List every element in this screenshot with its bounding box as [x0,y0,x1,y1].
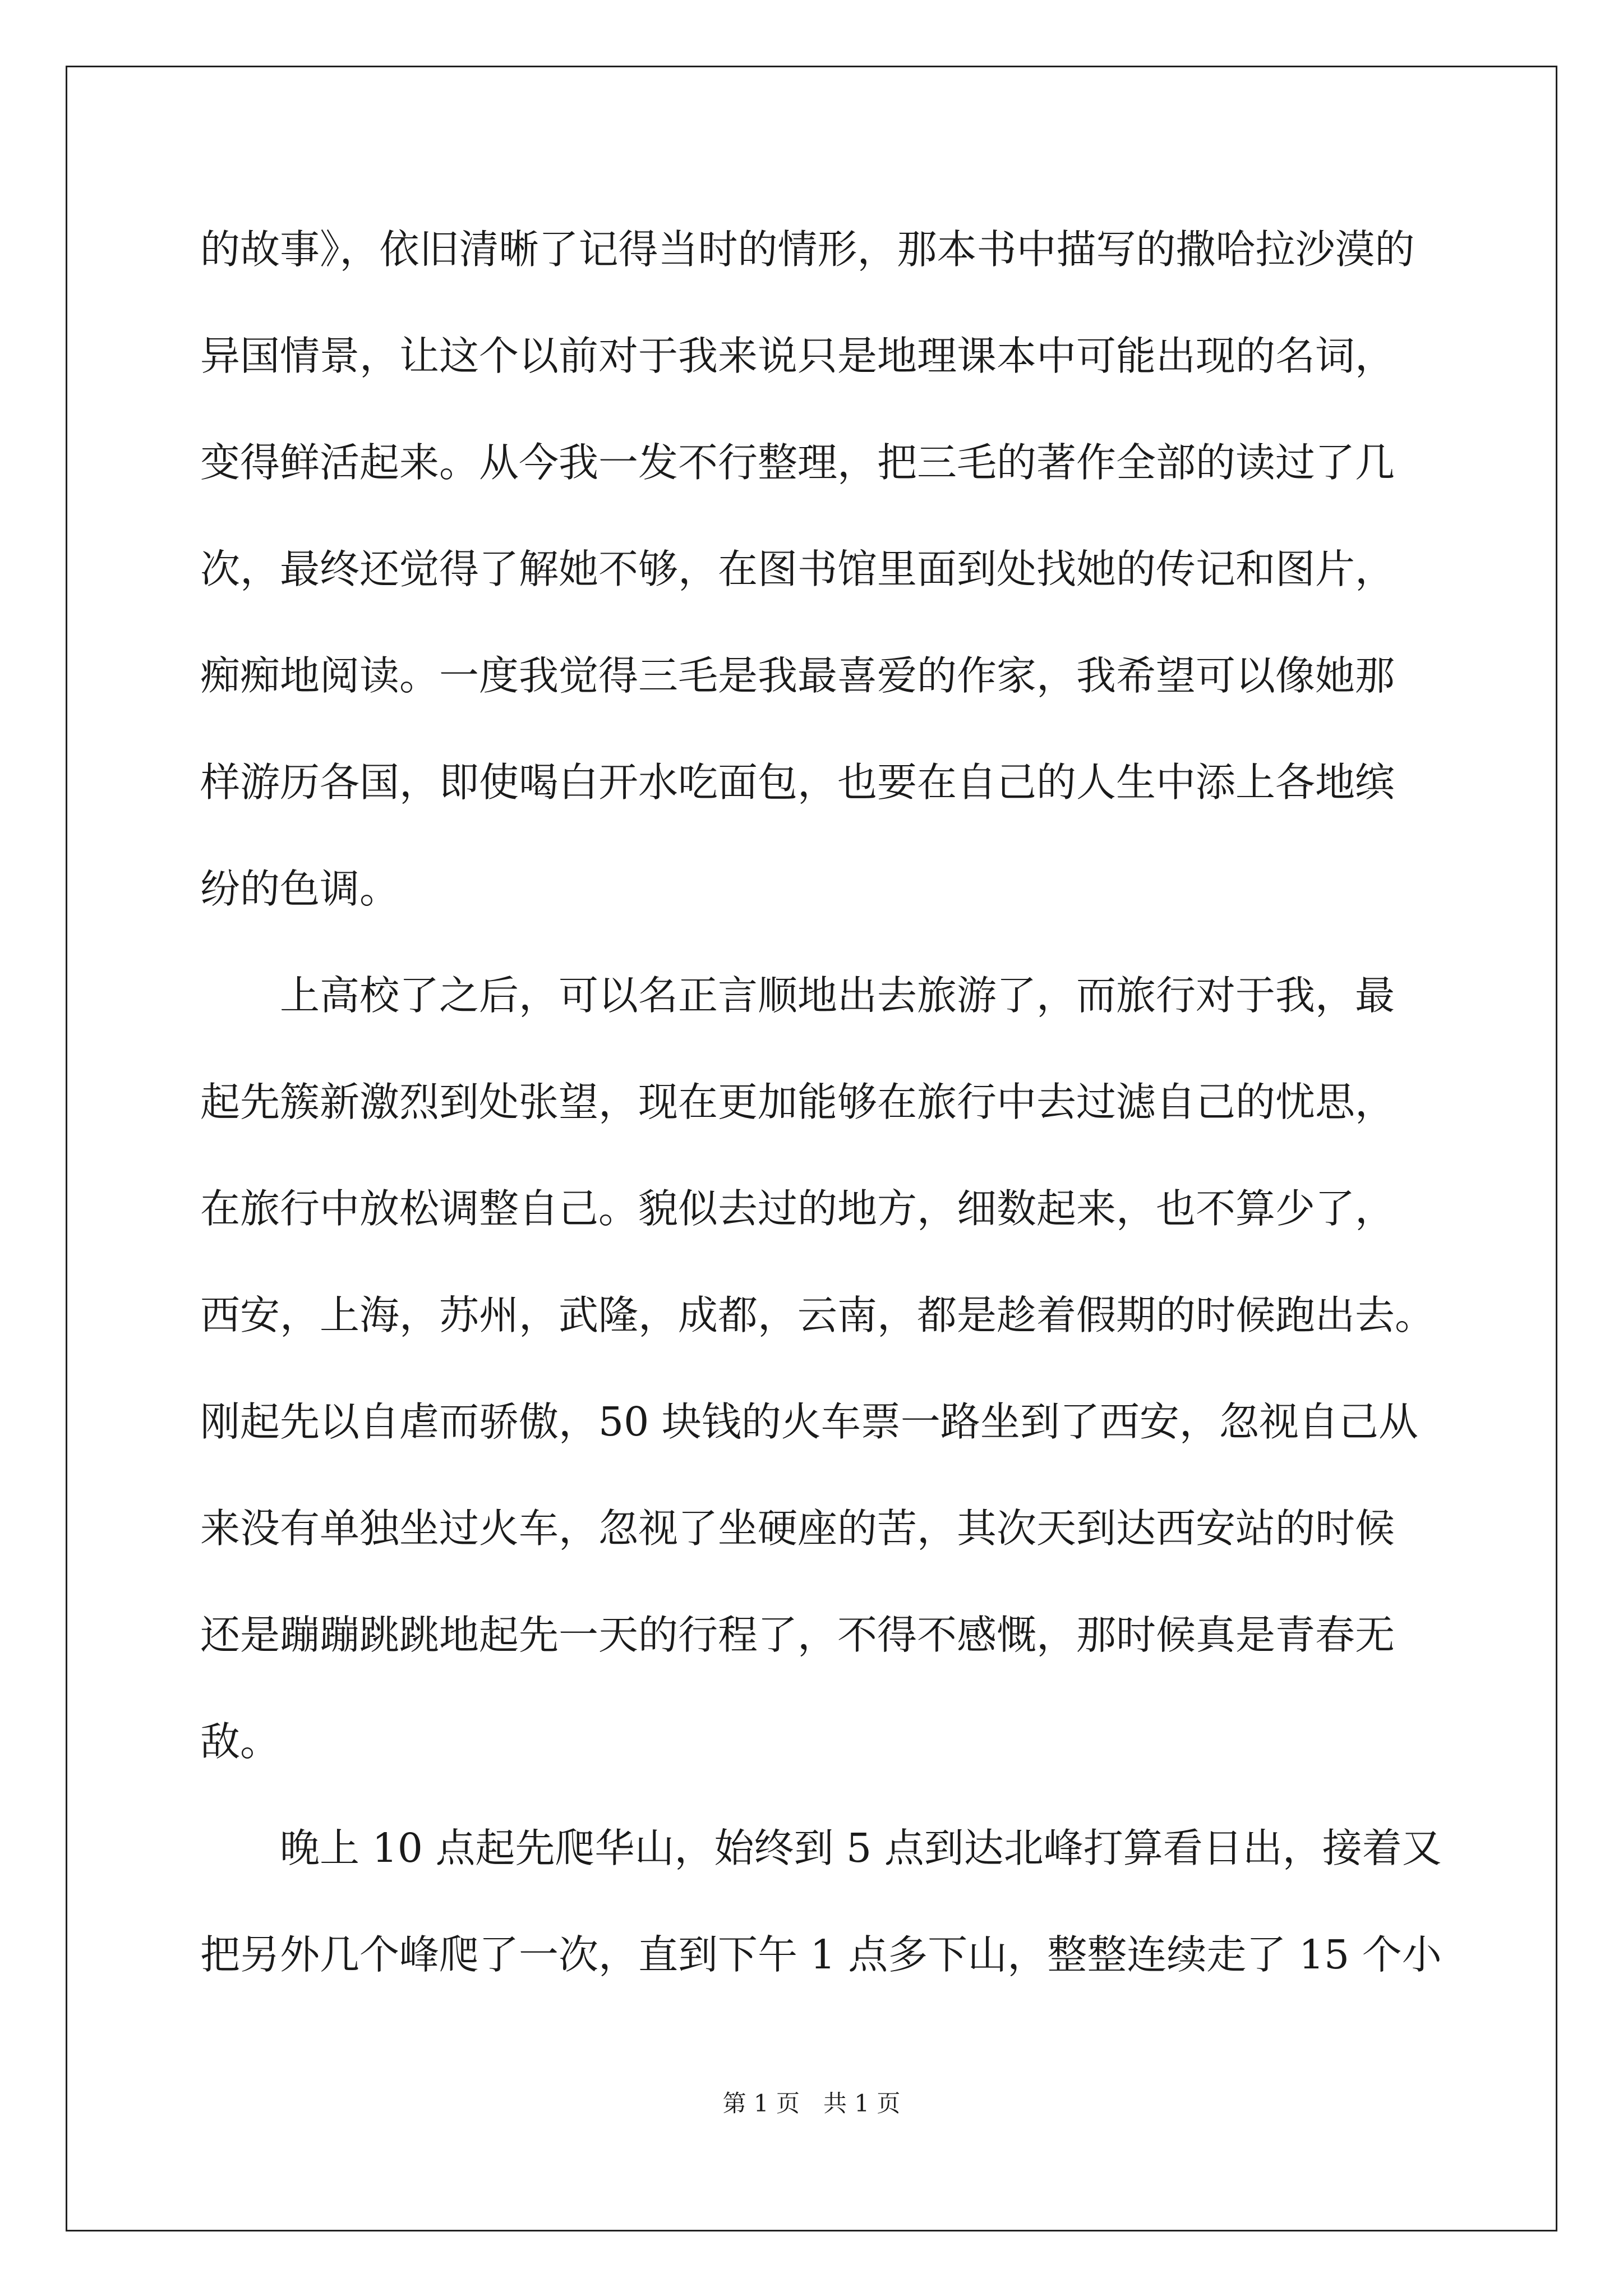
text-line-1: 的故事》，依旧清晰了记得当时的情形，那本书中描写的撒哈拉沙漠的 [200,226,1415,273]
text-line-5: 痴痴地阅读。一度我觉得三毛是我最喜爱的作家，我希望可以像她那 [200,652,1395,699]
text-line-4: 次，最终还觉得了解她不够，在图书馆里面到处找她的传记和图片， [200,546,1395,592]
text-line-8: 上高校了之后，可以名正言顺地出去旅游了，而旅行对于我，最 [200,972,1395,1019]
text-line-14: 还是蹦蹦跳跳地起先一天的行程了，不得不感慨，那时候真是青春无 [200,1612,1395,1658]
page-footer: 第 1 页 共 1 页 [722,2090,901,2117]
text-line-7: 纷的色调。 [200,866,400,912]
text-line-12: 刚起先以自虐而骄傲，50 块钱的火车票一路坐到了西安，忽视自己从 [200,1398,1418,1445]
text-line-6: 样游历各国，即使喝白开水吃面包，也要在自己的人生中添上各地缤 [200,759,1395,806]
page-frame [66,66,1557,2231]
text-line-9: 起先簇新激烈到处张望，现在更加能够在旅行中去过滤自己的忧思， [200,1079,1395,1125]
text-line-11: 西安，上海，苏州，武隆，成都，云南，都是趁着假期的时候跑出去。 [200,1292,1435,1338]
text-line-13: 来没有单独坐过火车，忽视了坐硬座的苦，其次天到达西安站的时候 [200,1505,1395,1552]
text-line-17: 把另外几个峰爬了一次，直到下午 1 点多下山，整整连续走了 15 个小 [200,1931,1442,1978]
text-line-10: 在旅行中放松调整自己。貌似去过的地方，细数起来，也不算少了， [200,1185,1395,1232]
text-line-15: 敌。 [200,1718,280,1765]
text-line-2: 异国情景，让这个以前对于我来说只是地理课本中可能出现的名词， [200,333,1395,379]
text-line-16: 晚上 10 点起先爬华山，始终到 5 点到达北峰打算看日出，接着又 [200,1825,1442,1871]
text-line-3: 变得鲜活起来。从今我一发不行整理，把三毛的著作全部的读过了几 [200,439,1395,486]
